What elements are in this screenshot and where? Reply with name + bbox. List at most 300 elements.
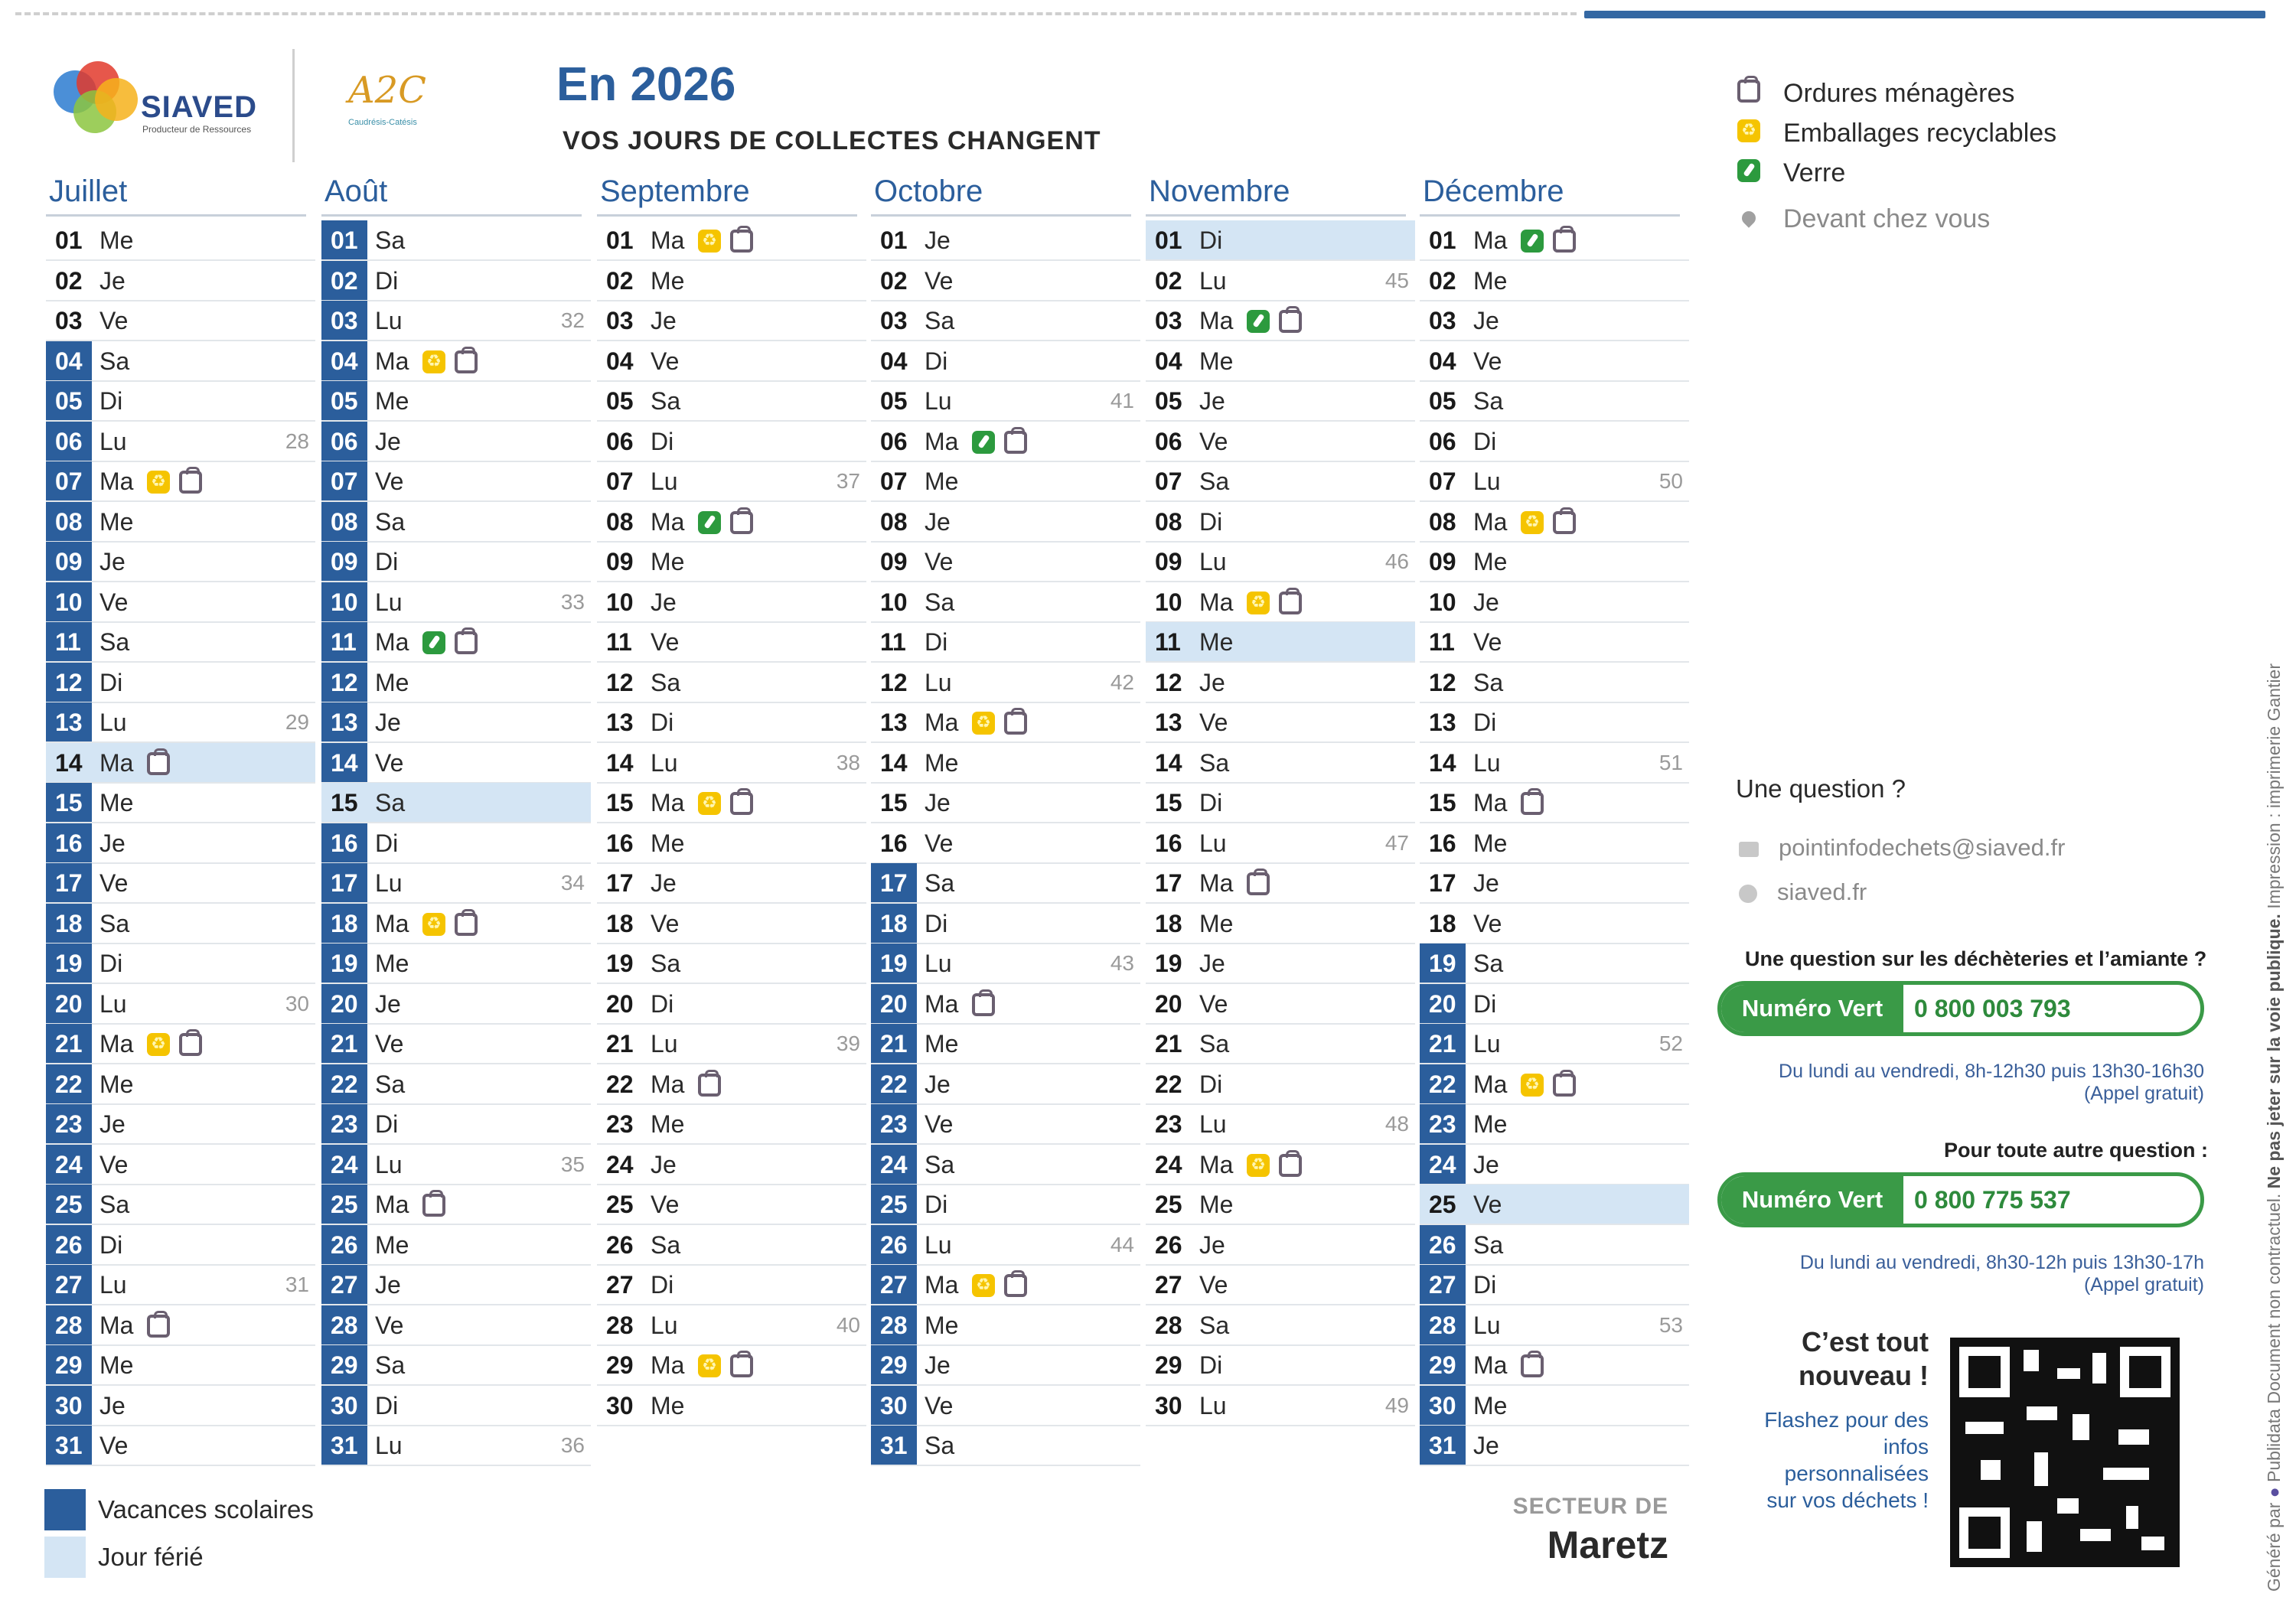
day-row [321,261,591,301]
glass-bottle-icon [1521,230,1544,253]
week-number: 52 [1658,1031,1683,1055]
day-name: Ma [1473,1351,1508,1379]
day-name: Lu [99,709,127,736]
legend-ordures [1737,73,2120,113]
day-number: 27 [606,1271,634,1299]
day-name: Sa [375,507,406,536]
day-number: 29 [1155,1351,1182,1379]
day-number: 13 [1429,709,1456,736]
day-row [321,381,591,421]
day-number: 13 [321,702,367,742]
day-row [1146,622,1415,662]
day-name: Me [651,829,685,857]
day-row [1146,220,1415,260]
day-name: Di [99,1230,123,1259]
day-name: Ve [1199,1271,1228,1299]
promo-line3: personnalisées [1784,1462,1929,1485]
week-number: 51 [1658,750,1683,774]
day-row [871,702,1140,742]
collection-icons [698,230,753,253]
day-row [1420,582,1689,622]
day-row [1420,1145,1689,1185]
day-row [1146,783,1415,823]
day-number: 29 [321,1345,367,1385]
recycle-icon [972,712,995,735]
day-number: 29 [46,1345,92,1385]
day-name: Je [1473,307,1499,334]
day-number: 01 [1429,227,1456,254]
week-number: 42 [1110,670,1134,694]
week-number: 41 [1110,389,1134,412]
day-name: Ve [375,468,404,495]
day-name: Ma [99,1311,134,1339]
day-number: 13 [606,709,634,736]
qr-code[interactable] [1950,1338,2180,1567]
email-text: pointinfodechets@siaved.fr [1779,834,2066,861]
day-number: 18 [871,904,917,943]
day-number: 22 [1155,1070,1182,1098]
day-number: 06 [321,422,367,461]
day-number: 18 [1155,909,1182,937]
day-number: 21 [1420,1024,1466,1064]
day-row [1146,502,1415,542]
day-name: Di [99,668,123,696]
day-name: Je [651,869,677,897]
day-number: 30 [321,1386,367,1426]
day-row [46,823,315,863]
day-name: Lu [651,468,678,495]
day-number: 09 [880,548,908,575]
day-number: 17 [871,863,917,903]
contact-email[interactable] [1739,834,2065,862]
day-name: Ve [925,829,954,857]
day-row [46,582,315,622]
day-number: 28 [1420,1305,1466,1345]
legend-devant-label: Devant chez vous [1783,204,1991,233]
legend-devant [1737,199,2120,239]
hours-1-free: (Appel gratuit) [2083,1083,2204,1104]
day-number: 28 [606,1311,634,1339]
day-name: Di [651,427,674,455]
phone-pill-2[interactable] [1717,1172,2204,1227]
trash-bin-icon [1004,712,1027,735]
day-number: 20 [871,984,917,1024]
day-number: 08 [880,507,908,536]
recycle-icon [1737,119,1760,142]
legend-emballages-label: Emballages recyclables [1783,119,2057,148]
siaved-name: SIAVED [141,90,257,124]
day-name: Di [925,347,948,375]
day-name: Je [375,709,401,736]
day-name: Lu [375,588,403,616]
day-row [1146,1386,1415,1426]
day-row [1420,220,1689,260]
day-name: Me [375,668,409,696]
day-name: Ma [651,1351,685,1379]
day-row [321,1305,591,1345]
day-name: Sa [1199,468,1230,495]
collection-icons [1247,872,1270,895]
day-row [46,461,315,501]
key-vacances-label: Vacances scolaires [98,1495,314,1524]
day-number: 05 [1155,387,1182,415]
day-number: 23 [46,1104,92,1144]
day-name: Lu [925,950,952,977]
day-name: Ma [1473,789,1508,816]
day-number: 23 [1155,1110,1182,1138]
day-name: Lu [1199,548,1227,575]
day-number: 09 [46,542,92,582]
day-number: 19 [606,950,634,977]
day-number: 21 [46,1024,92,1064]
day-number: 16 [321,823,367,863]
day-row [1146,582,1415,622]
day-number: 29 [871,1345,917,1385]
day-name: Di [651,709,674,736]
day-row [1420,863,1689,903]
recycle-icon [1521,1074,1544,1097]
day-number: 17 [46,863,92,903]
legend-verre-label: Verre [1783,158,1846,187]
day-row [871,582,1140,622]
day-row [597,943,866,983]
trash-bin-icon [730,1354,753,1377]
day-name: Ve [925,548,954,575]
day-number: 20 [1155,989,1182,1018]
day-name: Ve [925,1391,954,1419]
trash-bin-icon [1247,872,1270,895]
day-number: 25 [1155,1191,1182,1218]
day-name: Di [99,387,123,415]
day-row [871,823,1140,863]
day-row [321,863,591,903]
day-name: Lu [925,668,952,696]
day-row [1146,702,1415,742]
day-row [597,1024,866,1064]
day-name: Ve [99,869,129,897]
trash-bin-icon [730,511,753,534]
day-row [321,422,591,461]
phone-pill-1[interactable] [1717,981,2204,1036]
day-number: 01 [606,227,634,254]
day-name: Lu [99,1271,127,1299]
day-name: Ma [925,709,959,736]
day-row [1420,461,1689,501]
day-number: 22 [46,1064,92,1104]
week-number: 38 [836,750,860,774]
printer: Impression : imprimerie Gantier [2264,663,2284,909]
collection-icons [1247,310,1302,333]
day-name: Ve [99,307,129,334]
day-row [1146,301,1415,341]
day-row [1146,863,1415,903]
week-number: 43 [1110,951,1134,975]
day-row [321,220,591,260]
day-number: 03 [1155,307,1182,334]
trash-bin-icon [972,993,995,1016]
trash-bin-icon [455,913,478,936]
day-row [871,1265,1140,1305]
day-row [1146,823,1415,863]
day-number: 19 [46,943,92,983]
day-name: Je [1473,588,1499,616]
day-row [46,1265,315,1305]
month-name: Novembre [1149,174,1290,208]
day-row [46,663,315,702]
collection-icons [147,1033,202,1056]
day-number: 02 [880,266,908,295]
day-row [1146,1225,1415,1265]
week-number: 46 [1384,549,1409,573]
day-name: Je [651,307,677,334]
day-name: Je [925,507,951,536]
day-name: Ma [1199,307,1234,334]
row-separator [46,1465,315,1466]
day-number: 15 [606,789,634,816]
day-name: Di [1199,507,1223,536]
day-row [597,341,866,381]
day-name: Me [99,789,134,816]
a2c-subtitle: Caudrésis-Catésis [348,118,417,127]
day-number: 06 [606,427,634,455]
day-row [46,1145,315,1185]
day-name: Lu [1199,1110,1227,1138]
collection-icons [1521,511,1576,534]
day-row [1420,1386,1689,1426]
day-number: 11 [606,628,632,656]
day-row [871,863,1140,903]
website-text: siaved.fr [1777,878,1867,905]
day-name: Ve [1199,427,1228,455]
day-name: Di [1473,427,1497,455]
day-row [321,622,591,662]
day-name: Ma [1473,1070,1508,1098]
recycle-icon [698,792,721,815]
day-name: Je [375,427,401,455]
day-name: Lu [925,1230,952,1259]
day-number: 23 [1420,1104,1466,1144]
promo-text [1726,1406,1929,1514]
day-name: Je [651,588,677,616]
day-number: 19 [1420,943,1466,983]
day-name: Je [1473,1432,1499,1459]
day-name: Ve [651,909,680,937]
day-name: Me [99,1351,134,1379]
promo-title-line2: nouveau ! [1798,1360,1929,1391]
glass-bottle-icon [1247,310,1270,333]
collection-icons [1521,230,1576,253]
day-row [871,1104,1140,1144]
day-number: 14 [321,743,367,783]
day-number: 14 [1155,748,1182,777]
pill-label-2: Numéro Vert [1721,1176,1903,1224]
trash-bin-icon [1737,80,1760,103]
day-row [46,542,315,582]
day-row [1146,1024,1415,1064]
day-name: Je [1199,1230,1225,1259]
glass-bottle-icon [1737,159,1760,182]
day-row [871,220,1140,260]
day-row [1420,663,1689,702]
row-separator [871,1465,1140,1466]
day-number: 26 [871,1225,917,1265]
day-number: 11 [46,622,92,662]
contact-website[interactable] [1739,878,1867,906]
recycle-icon [698,230,721,253]
day-row [597,743,866,783]
day-row [46,381,315,421]
a2c-mark: A2C [348,69,426,112]
day-number: 04 [1155,347,1182,375]
day-name: Ma [1199,588,1234,616]
day-row [871,1225,1140,1265]
day-number: 31 [321,1426,367,1465]
day-number: 26 [1420,1225,1466,1265]
day-name: Lu [1473,748,1501,777]
day-name: Je [99,548,126,575]
day-name: Ve [99,1432,129,1459]
day-row [597,823,866,863]
day-row [1420,1104,1689,1144]
day-row [871,904,1140,943]
day-row [871,1426,1140,1465]
week-number: 35 [560,1152,585,1176]
day-number: 16 [46,823,92,863]
day-number: 27 [321,1265,367,1305]
day-row [1146,1265,1415,1305]
day-number: 10 [321,582,367,622]
day-number: 03 [880,307,908,334]
day-number: 08 [46,502,92,542]
location-pin-icon [1739,208,1758,227]
day-row [1420,702,1689,742]
page-title: En 2026 [556,58,736,111]
day-number: 18 [606,909,634,937]
day-name: Je [651,1150,677,1178]
day-row [597,461,866,501]
week-number: 45 [1384,268,1409,292]
day-number: 07 [606,468,634,495]
day-number: 24 [321,1145,367,1185]
day-number: 16 [1155,829,1182,857]
day-number: 28 [1155,1311,1182,1339]
phone-number-1: 0 800 003 793 [1914,995,2071,1022]
day-name: Ma [99,1030,134,1058]
day-name: Di [375,829,399,857]
collection-icons [1521,1354,1544,1377]
glass-bottle-icon [422,631,445,654]
day-number: 31 [871,1426,917,1465]
day-name: Sa [1473,668,1504,696]
day-name: Ve [1199,709,1228,736]
generated-by: Généré par [2264,1502,2284,1592]
day-row [597,1386,866,1426]
day-number: 03 [606,307,634,334]
day-number: 26 [1155,1230,1182,1259]
day-row [321,1185,591,1224]
day-row [1420,1305,1689,1345]
day-row [871,341,1140,381]
day-name: Me [99,507,134,536]
day-number: 05 [46,381,92,421]
day-row [597,1305,866,1345]
day-row [871,381,1140,421]
month-rule [1420,214,1680,217]
day-name: Me [375,950,409,977]
day-number: 28 [46,1305,92,1345]
sector-name: Maretz [1547,1524,1668,1566]
day-row [871,622,1140,662]
key-vacances-swatch [44,1489,86,1530]
trash-bin-icon [730,230,753,253]
month-name: Décembre [1423,174,1564,208]
day-name: Je [99,829,126,857]
day-row [597,1064,866,1104]
day-number: 13 [880,709,908,736]
day-number: 09 [606,548,634,575]
day-number: 07 [880,468,908,495]
day-number: 01 [321,220,367,260]
day-name: Sa [1473,387,1504,415]
day-name: Ma [651,507,685,536]
day-row [1146,341,1415,381]
day-row [1146,743,1415,783]
trash-bin-icon [1553,511,1576,534]
day-number: 07 [321,461,367,501]
day-name: Sa [651,950,681,977]
day-row [321,1386,591,1426]
day-row [597,381,866,421]
day-number: 05 [880,387,908,415]
month-name: Octobre [874,174,983,208]
day-row [46,1104,315,1144]
day-row [1420,783,1689,823]
day-name: Je [375,989,401,1018]
day-number: 20 [1420,984,1466,1024]
legend-verre [1737,153,2120,193]
day-name: Me [925,468,959,495]
day-number: 31 [1420,1426,1466,1465]
day-number: 26 [46,1225,92,1265]
day-name: Lu [375,307,403,334]
day-name: Je [99,1110,126,1138]
day-number: 20 [46,984,92,1024]
collection-icons [1521,1074,1576,1097]
day-number: 22 [321,1064,367,1104]
day-number: 25 [321,1185,367,1224]
day-name: Sa [375,1070,406,1098]
day-number: 30 [1420,1386,1466,1426]
day-number: 22 [606,1070,634,1098]
day-name: Me [99,1070,134,1098]
day-row [597,582,866,622]
day-name: Di [1473,709,1497,736]
day-row [321,542,591,582]
day-name: Lu [375,1150,403,1178]
trash-bin-icon [1279,1154,1302,1177]
day-row [1420,422,1689,461]
week-number: 34 [560,871,585,895]
day-number: 30 [46,1386,92,1426]
day-row [321,1064,591,1104]
day-name: Sa [1473,950,1504,977]
day-name: Ve [925,266,954,295]
day-row [1420,823,1689,863]
day-row [46,904,315,943]
promo-title-line1: C’est tout [1802,1326,1929,1357]
day-name: Ve [651,1191,680,1218]
trash-bin-icon [1279,592,1302,614]
